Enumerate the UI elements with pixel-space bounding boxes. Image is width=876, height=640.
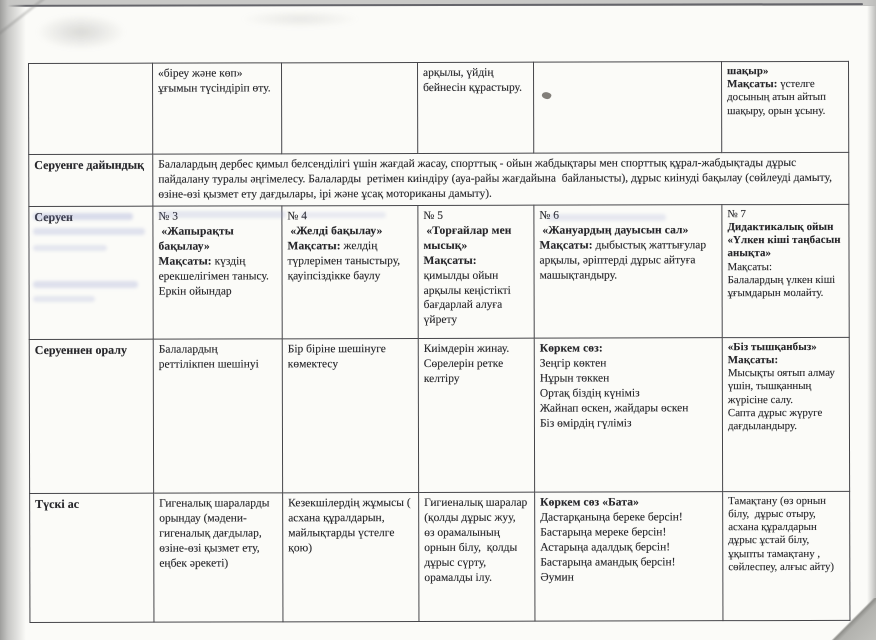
table-cell (153, 152, 849, 206)
cell-text-line: Көркем сөз «Бата» (540, 496, 639, 509)
row-header (29, 63, 153, 154)
cell-text-line: Балалардың үлкен кіші ұғымдарын молайту. (727, 273, 838, 300)
table-cell (419, 492, 535, 621)
cell-text-line: Тамақтану (өз орнын білу, дұрыс отыру, асхана құралдарын дұрыс ұстай білу, ұқыпты тамақтану , сөйлеспеу, алғыс айту) (728, 494, 835, 573)
cell-text-line: Дидактикалық ойын (727, 220, 834, 234)
cell-text-line: № 6 (539, 209, 560, 222)
table-cell (153, 206, 282, 339)
ink-bleed-artifact (300, 212, 386, 218)
cell-text-line: Мақсаты: (727, 260, 772, 273)
cell-text-line: Балалардың реттілікпен шешінуі (158, 343, 259, 371)
scan-smudge (240, 10, 360, 28)
cell-text-line: Ортақ біздің күніміз (539, 387, 640, 400)
table-row (29, 61, 849, 154)
cell-text-line: Гигиеналық шаралар (қолды дұрыс жуу, өз орамалының орнын білу, қолды дұрыс сүрту, орамалды ілу. (424, 496, 531, 584)
table-cell (722, 337, 849, 491)
table-row (29, 204, 849, 339)
cell-text-line: Мақсаты: үстелге досының атын айтып шақыру, орын ұсыну. (727, 78, 829, 117)
table-row (29, 337, 849, 493)
cell-text-line: № 7 (727, 207, 746, 220)
page-left-shadow (0, 0, 26, 640)
cell-text-line: Бастарыңа амандық берсін! (540, 555, 676, 569)
table-cell (417, 62, 533, 153)
table-cell (534, 204, 722, 337)
cell-text-line: Мақсаты: желдің түрлерімен таныстыру, қауіпсіздікке баулу (287, 239, 404, 282)
cell-text-line: Зеңгір көктен (539, 357, 607, 370)
row-header: Серуенге дайындық (29, 154, 153, 206)
table-cell (418, 338, 534, 492)
ink-bleed-artifact (33, 228, 145, 235)
table-cell (282, 62, 418, 153)
table-cell (534, 337, 722, 491)
scan-smudge (36, 14, 126, 50)
ink-bleed-artifact (33, 245, 107, 251)
table-cell (721, 61, 848, 152)
cell-text-line: Біз өмірдің гүліміз (539, 416, 632, 430)
cell-text-line: Астарыңа адалдық берсін! (540, 540, 671, 554)
cell-text-line: № 5 (423, 209, 444, 222)
ink-bleed-artifact (33, 213, 133, 220)
table-cell (722, 204, 849, 337)
cell-text-line: Мақсаты: (423, 254, 477, 267)
cell-text-line: қимылды ойын арқылы кеңістікті бағдарлай алуға үйрету (423, 269, 514, 327)
page-corner-fold (828, 598, 876, 640)
row-header: Серуеннен оралу (29, 339, 153, 493)
ink-bleed-artifact (33, 296, 95, 302)
daily-plan-table (28, 61, 850, 623)
cell-text-line: Мысықты оятып алмау үшін, тышқанның жүрісіне салу. (727, 367, 838, 406)
table-row (29, 152, 849, 206)
cell-text-line: «Біз тышқанбыз» (727, 340, 817, 353)
cell-text-line: Киімдерін жинау. Сөрелерін ретке келтіру (423, 342, 513, 385)
daily-plan-table-body (29, 61, 850, 622)
cell-text-line: Көркем сөз: (539, 342, 603, 355)
cell-text-line: Дастарқаныңа береке берсін! (540, 511, 683, 524)
cell-text-line: Жайнап өскен, жайдары өскен (539, 401, 689, 415)
table-cell (418, 205, 534, 338)
table-cell (153, 63, 282, 154)
cell-text-line: Еркін ойындар (158, 284, 232, 298)
cell-text-line: «біреу және көп» ұғымын түсіндіріп өту. (158, 67, 271, 95)
cell-text-line: Мақсаты: дыбыстық жаттығулар арқылы, әріптерді дұрыс айтуға машықтандыру. (539, 238, 709, 282)
row-header: Серуен (29, 206, 153, 339)
table-cell (282, 205, 418, 338)
ink-bleed-artifact (548, 214, 666, 221)
page-right-shadow (867, 0, 876, 640)
cell-text-line: Нұрын төккен (539, 372, 610, 385)
table-cell (153, 339, 282, 493)
table-cell (533, 62, 721, 153)
table-cell (154, 493, 283, 622)
cell-text-line: Әумин (540, 571, 574, 584)
row-header: Түскі ас (30, 493, 154, 622)
ink-bleed-artifact (158, 211, 286, 218)
table-cell (282, 338, 418, 492)
cell-text-line: «Жануардың дауысын сал» (539, 224, 689, 237)
ink-bleed-artifact (33, 281, 138, 288)
table-cell (283, 492, 419, 621)
cell-text-line: Бір біріне шешінуге көмектесу (287, 342, 389, 371)
cell-text-line: Кезекшілердің жұмысы ( асхана құралдарын, майлықтарды үстелге қою) (288, 496, 414, 554)
cell-text-line: «Жапырақты бақылау» (158, 225, 237, 253)
cell-text-line: Гигеналық шараларды орындау (мәдени-гигеналық дағдылар, өзіне-өзі қызмет ету, еңбек әрекеті) (159, 497, 276, 570)
table-cell (535, 491, 723, 620)
cell-text-line: «Үлкен кіші таңбасын анықта» (727, 234, 844, 260)
cell-text-line: Мақсаты: (727, 354, 779, 367)
cell-text-line: «Желді бақылау» (287, 224, 383, 238)
cell-text-line: шақыр» (727, 65, 769, 78)
cell-text-line: Бастарыңа мереке берсін! (540, 526, 667, 539)
table-row (30, 491, 850, 622)
cell-text-line: Сапта дұрыс жүруге дағдыландыру. (727, 406, 826, 433)
cell-text-line: арқылы, үйдің бейнесін құрастыру. (423, 66, 523, 94)
cell-text-line: № 4 (287, 210, 308, 223)
cell-text-line: «Торғайлар мен мысық» (423, 224, 515, 252)
cell-text-line: Мақсаты: күздің ерекшелігімен танысу. (158, 255, 269, 283)
cell-text-line: № 3 (158, 210, 179, 223)
cell-text-line: Балалардың дербес қимыл белсенділігі үшін жағдай жасау, спорттық - ойын жабдықтары мен спорттық құрал-жабдықтады дұрыс пайдалану туралы әңгімелесу. Балаларды ретімен киіндіру (ауа-райы жағдайына байланысты), дұрыс киінуді бақылау (сөйлеуді дамыту, өзіне-өзі қызмет ету дағдылары, ірі және ұсақ моториканы дамыту). (158, 156, 835, 201)
